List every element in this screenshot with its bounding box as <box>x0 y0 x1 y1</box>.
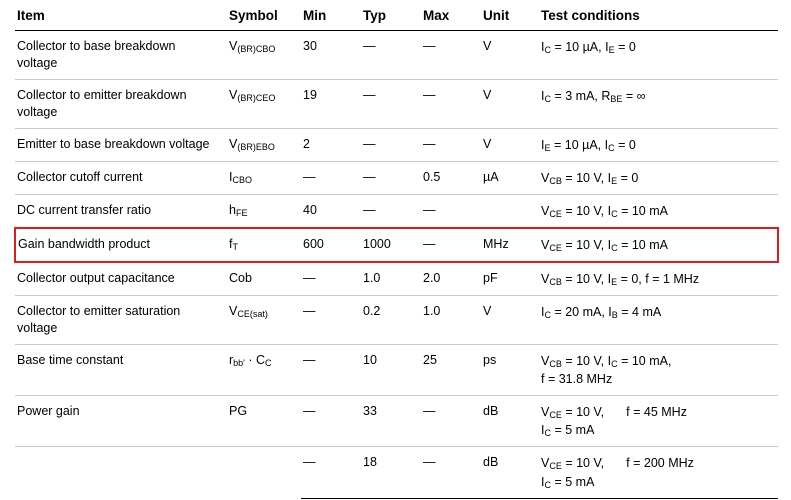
cell-typ: 1.0 <box>361 262 421 296</box>
table-header-row <box>15 8 778 31</box>
cell-test-conditions: VCE = 10 V, f = 200 MHz IC = 5 mA <box>539 447 778 498</box>
cell-min: 2 <box>301 128 361 161</box>
cell-typ: 33 <box>361 396 421 447</box>
column-header-test-conditions: Test conditions <box>539 8 778 31</box>
table-row <box>15 447 778 498</box>
cell-test-conditions: IE = 10 µA, IC = 0 <box>539 128 778 161</box>
table-row <box>15 262 778 296</box>
cell-min: — <box>301 344 361 395</box>
cell-symbol: V(BR)EBO <box>227 128 301 161</box>
cell-test-conditions: VCB = 10 V, IC = 10 mA, f = 31.8 MHz <box>539 344 778 395</box>
cell-symbol <box>227 447 301 498</box>
cell-min: 30 <box>301 31 361 80</box>
cell-unit: dB <box>481 396 539 447</box>
cell-item: Collector cutoff current <box>15 161 227 194</box>
cell-item: Collector output capacitance <box>15 262 227 296</box>
cell-typ: 0.2 <box>361 296 421 345</box>
cell-symbol: V(BR)CBO <box>227 31 301 80</box>
cell-item: Gain bandwidth product <box>15 228 227 262</box>
column-header-symbol: Symbol <box>227 8 301 31</box>
cell-max: — <box>421 396 481 447</box>
cell-unit: V <box>481 296 539 345</box>
table-row <box>15 296 778 345</box>
cell-typ: — <box>361 79 421 128</box>
cell-typ: — <box>361 161 421 194</box>
cell-min: 600 <box>301 228 361 262</box>
cell-min: 19 <box>301 79 361 128</box>
cell-test-conditions: VCE = 10 V, f = 45 MHz IC = 5 mA <box>539 396 778 447</box>
cell-max: 2.0 <box>421 262 481 296</box>
cell-unit: pF <box>481 262 539 296</box>
cell-typ: — <box>361 128 421 161</box>
cell-max: 0.5 <box>421 161 481 194</box>
cell-test-conditions: VCB = 10 V, IE = 0 <box>539 161 778 194</box>
cell-test-conditions: IC = 10 µA, IE = 0 <box>539 31 778 80</box>
cell-item: Collector to emitter saturation voltage <box>15 296 227 345</box>
cell-typ: — <box>361 194 421 228</box>
table-row <box>15 228 778 262</box>
cell-max: — <box>421 194 481 228</box>
column-header-typ: Typ <box>361 8 421 31</box>
column-header-unit: Unit <box>481 8 539 31</box>
cell-unit: V <box>481 79 539 128</box>
table-row <box>15 396 778 447</box>
cell-min: — <box>301 161 361 194</box>
cell-test-conditions: IC = 3 mA, RBE = ∞ <box>539 79 778 128</box>
cell-unit <box>481 194 539 228</box>
column-header-item: Item <box>15 8 227 31</box>
table-row <box>15 194 778 228</box>
cell-min: — <box>301 262 361 296</box>
cell-test-conditions: VCE = 10 V, IC = 10 mA <box>539 228 778 262</box>
cell-symbol: rbb' · CC <box>227 344 301 395</box>
cell-item: Power gain <box>15 396 227 447</box>
cell-unit: V <box>481 31 539 80</box>
cell-symbol: PG <box>227 396 301 447</box>
cell-symbol: fT <box>227 228 301 262</box>
electrical-characteristics-table <box>14 8 779 499</box>
cell-item: Collector to base breakdown voltage <box>15 31 227 80</box>
cell-item: Base time constant <box>15 344 227 395</box>
cell-test-conditions: VCB = 10 V, IE = 0, f = 1 MHz <box>539 262 778 296</box>
cell-test-conditions: VCE = 10 V, IC = 10 mA <box>539 194 778 228</box>
cell-unit: ps <box>481 344 539 395</box>
column-header-max: Max <box>421 8 481 31</box>
table-row <box>15 31 778 80</box>
cell-max: 25 <box>421 344 481 395</box>
table-row <box>15 344 778 395</box>
table-header <box>15 8 778 31</box>
cell-unit: µA <box>481 161 539 194</box>
cell-unit: dB <box>481 447 539 498</box>
cell-item: Collector to emitter breakdown voltage <box>15 79 227 128</box>
cell-max: — <box>421 447 481 498</box>
cell-symbol: VCE(sat) <box>227 296 301 345</box>
cell-symbol: hFE <box>227 194 301 228</box>
cell-max: — <box>421 79 481 128</box>
cell-item: DC current transfer ratio <box>15 194 227 228</box>
table-row <box>15 161 778 194</box>
cell-max: 1.0 <box>421 296 481 345</box>
cell-symbol: ICBO <box>227 161 301 194</box>
cell-min: — <box>301 447 361 498</box>
cell-max: — <box>421 228 481 262</box>
cell-item <box>15 447 227 498</box>
cell-min: 40 <box>301 194 361 228</box>
table-row <box>15 128 778 161</box>
cell-typ: 1000 <box>361 228 421 262</box>
cell-item: Emitter to base breakdown voltage <box>15 128 227 161</box>
cell-typ: — <box>361 31 421 80</box>
table-body <box>15 31 778 499</box>
cell-typ: 18 <box>361 447 421 498</box>
cell-unit: MHz <box>481 228 539 262</box>
cell-unit: V <box>481 128 539 161</box>
table-row <box>15 79 778 128</box>
cell-symbol: V(BR)CEO <box>227 79 301 128</box>
cell-symbol: Cob <box>227 262 301 296</box>
cell-min: — <box>301 296 361 345</box>
cell-test-conditions: IC = 20 mA, IB = 4 mA <box>539 296 778 345</box>
cell-min: — <box>301 396 361 447</box>
cell-max: — <box>421 31 481 80</box>
column-header-min: Min <box>301 8 361 31</box>
cell-typ: 10 <box>361 344 421 395</box>
cell-max: — <box>421 128 481 161</box>
